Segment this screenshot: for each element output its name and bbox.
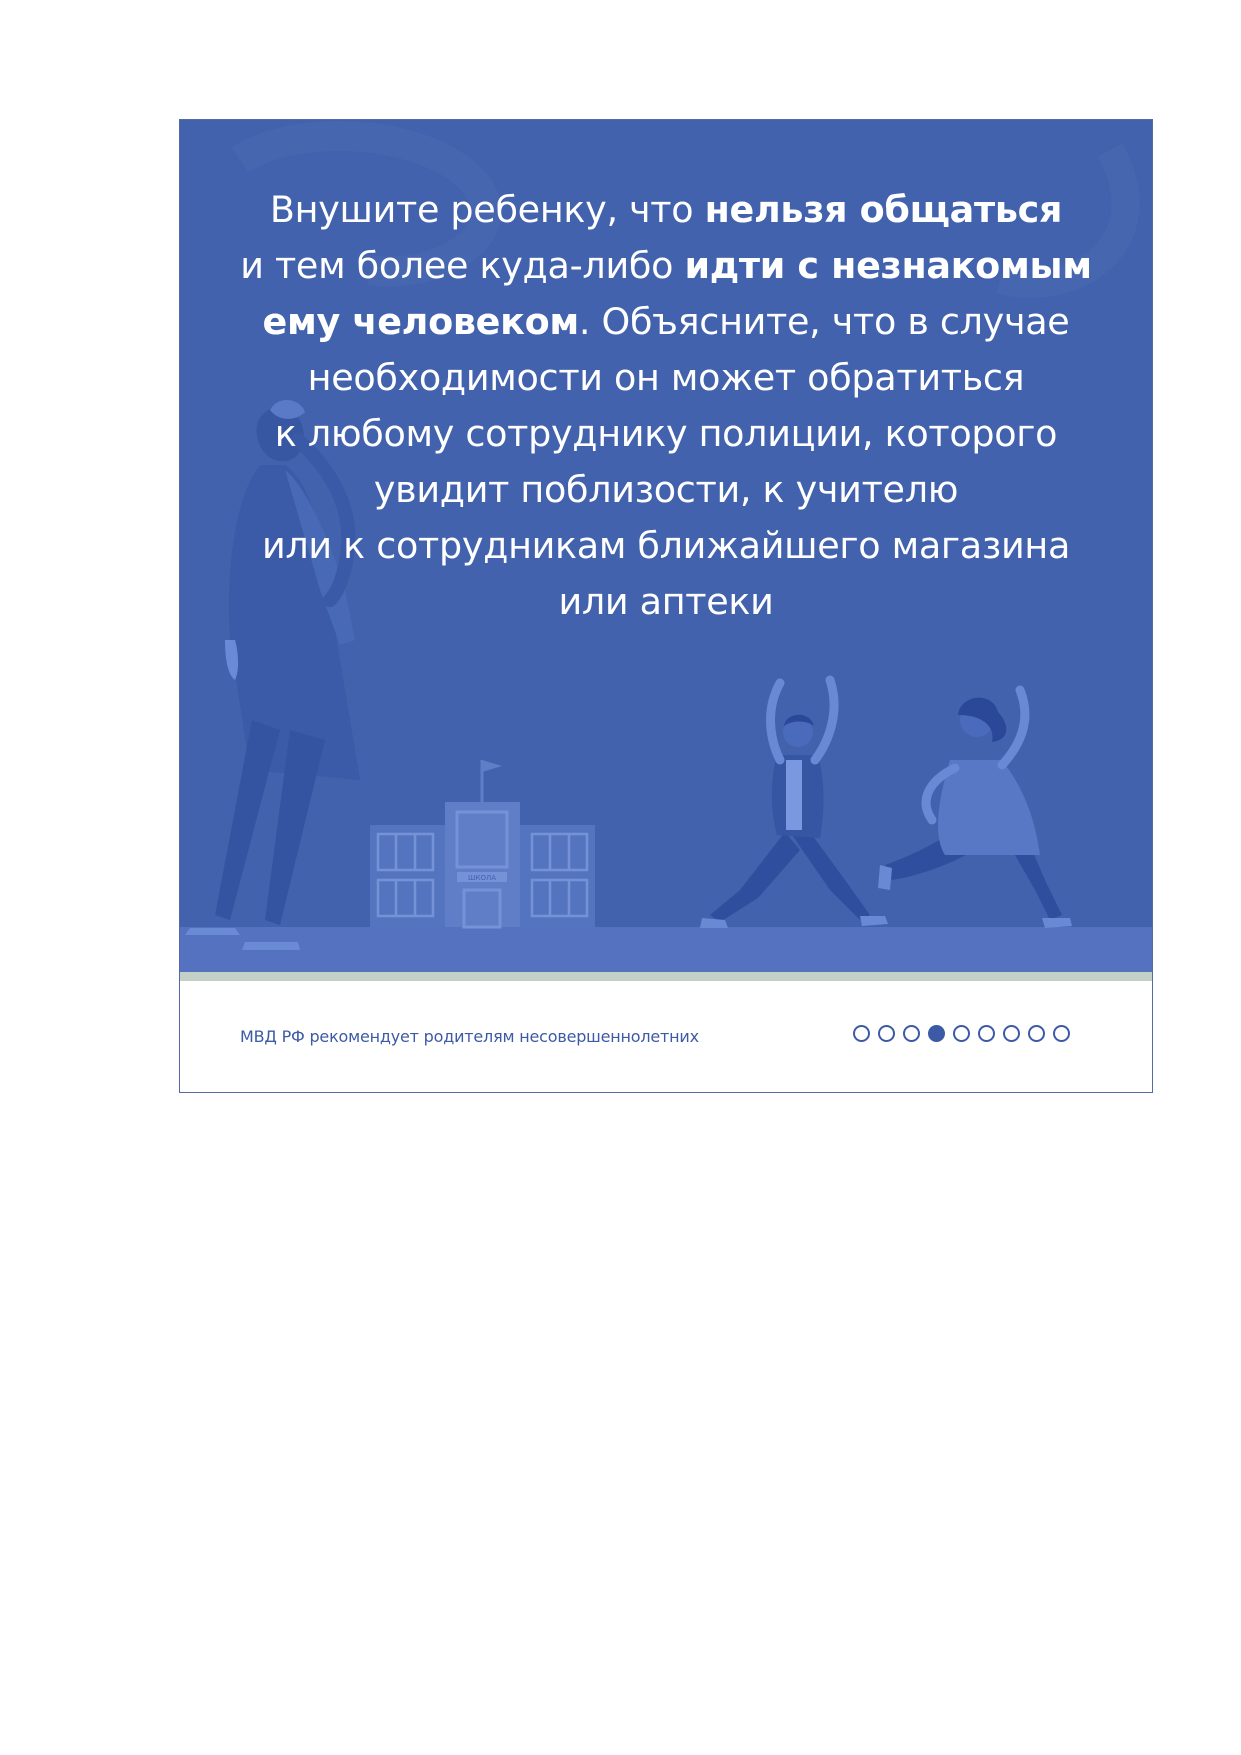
page-dot-active[interactable] [928,1025,945,1042]
page-dot[interactable] [978,1025,995,1042]
message-text: увидит поблизости, к учителю [373,468,959,511]
footer-caption: МВД РФ рекомендует родителям несовершеннолетних [240,1027,699,1046]
separator-bar [180,972,1152,981]
page-dot[interactable] [953,1025,970,1042]
school-sign-text: ШКОЛА [467,874,497,882]
page-dot[interactable] [853,1025,870,1042]
message-line [210,182,1122,238]
message-line [210,462,1122,518]
message-text: Внушите ребенку, что [269,188,705,231]
illustration-panel [180,120,1152,972]
message-text: и тем более куда-либо [240,244,685,287]
page-dot[interactable] [1028,1025,1045,1042]
safety-message [210,182,1122,630]
message-line [210,518,1122,574]
message-text: или к сотрудникам ближайшего магазина [261,524,1071,567]
page-dot[interactable] [878,1025,895,1042]
message-line [210,294,1122,350]
message-line [210,350,1122,406]
page-dot[interactable] [903,1025,920,1042]
message-emphasis: нельзя общаться [704,188,1063,231]
message-text: к любому сотруднику полиции, которого [274,412,1058,455]
message-text: . Объясните, что в случае [578,300,1070,343]
message-text: или аптеки [558,580,774,623]
running-girl [878,690,1072,928]
page-dot[interactable] [1053,1025,1070,1042]
message-line [210,406,1122,462]
message-emphasis: идти с незнакомым [684,244,1092,287]
page-dot[interactable] [1003,1025,1020,1042]
pagination-dots [853,1025,1070,1042]
ground-strip [180,927,1152,972]
footer [180,981,1152,1092]
running-boy [700,680,888,928]
info-card [179,119,1153,1093]
message-line [210,574,1122,630]
message-text: необходимости он может обратиться [307,356,1025,399]
message-emphasis: ему человеком [262,300,579,343]
school-building [370,760,595,927]
message-line [210,238,1122,294]
